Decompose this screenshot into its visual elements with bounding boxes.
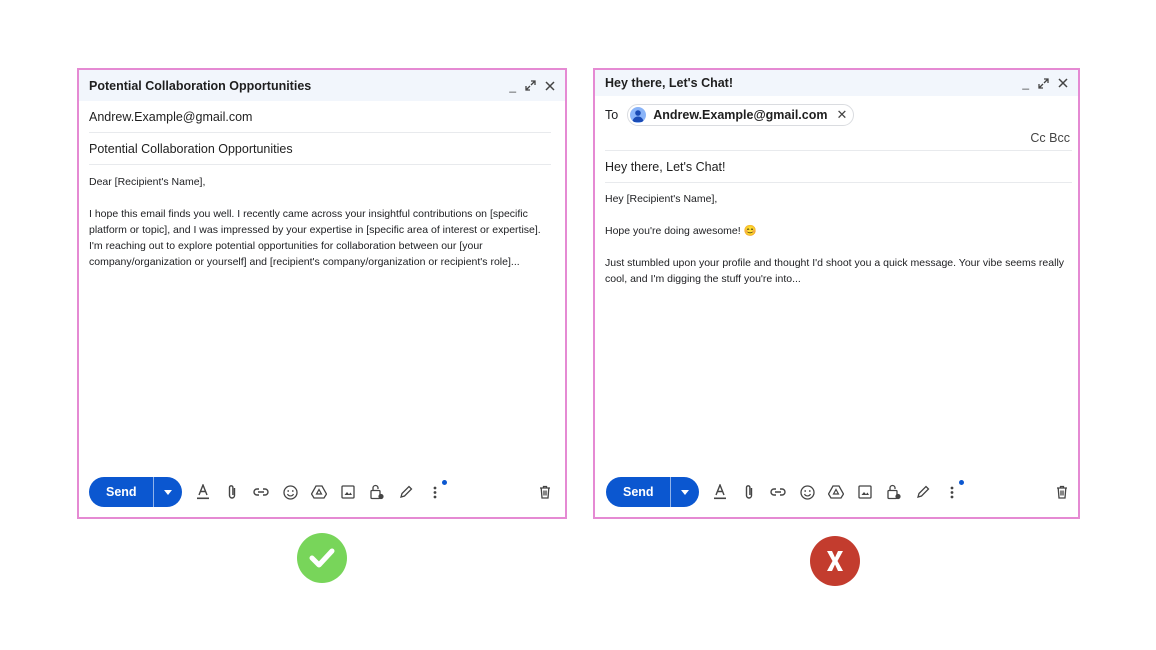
signature-icon[interactable] — [398, 484, 415, 501]
expand-icon[interactable] — [1038, 78, 1049, 89]
link-icon[interactable] — [253, 484, 270, 501]
confidential-icon[interactable] — [369, 484, 386, 501]
message-body[interactable] — [605, 191, 1072, 287]
notification-dot — [442, 480, 447, 485]
format-text-icon[interactable] — [712, 484, 729, 501]
send-options-button[interactable] — [671, 477, 699, 507]
drive-icon[interactable] — [311, 484, 328, 501]
compose-window-bad — [593, 68, 1080, 519]
compose-titlebar — [79, 70, 565, 101]
compose-toolbar — [606, 476, 1070, 508]
to-field[interactable] — [89, 101, 551, 133]
x-mark-icon — [810, 536, 860, 586]
photo-icon[interactable] — [857, 484, 874, 501]
recipient-address: Andrew.Example@gmail.com — [653, 108, 828, 122]
send-button-group — [89, 477, 182, 507]
more-options-icon[interactable] — [944, 484, 961, 501]
message-body[interactable] — [89, 174, 551, 270]
link-icon[interactable] — [770, 484, 787, 501]
chevron-down-icon — [164, 490, 172, 495]
confidential-icon[interactable] — [886, 484, 903, 501]
drive-icon[interactable] — [828, 484, 845, 501]
notification-dot — [959, 480, 964, 485]
formatting-icons — [712, 484, 961, 501]
close-icon[interactable] — [545, 81, 555, 91]
compose-title: Hey there, Let's Chat! — [605, 76, 734, 90]
expand-icon[interactable] — [525, 80, 536, 91]
subject-field[interactable] — [605, 151, 1072, 183]
to-label: To — [605, 108, 619, 122]
send-options-button[interactable] — [154, 477, 182, 507]
compose-titlebar — [595, 70, 1078, 96]
cc-bcc-link[interactable]: Cc Bcc — [1030, 131, 1070, 145]
close-icon[interactable] — [1058, 78, 1068, 88]
trash-icon[interactable] — [536, 484, 553, 501]
to-field[interactable] — [605, 96, 1072, 151]
to-address: Andrew.Example@gmail.com — [89, 109, 253, 124]
window-controls — [1022, 77, 1068, 89]
subject-field[interactable] — [89, 133, 551, 165]
subject-text: Hey there, Let's Chat! — [605, 159, 726, 174]
formatting-icons — [195, 484, 444, 501]
remove-recipient-icon[interactable]: ✕ — [836, 107, 848, 122]
compose-window-good — [77, 68, 567, 519]
greeting: Hey [Recipient's Name], — [605, 193, 718, 205]
send-button[interactable]: Send — [606, 477, 671, 507]
minimize-icon[interactable]: _ — [1022, 76, 1029, 90]
attach-icon[interactable] — [224, 484, 241, 501]
compose-toolbar — [89, 476, 553, 508]
body-paragraph: Just stumbled upon your profile and thought I'd shoot you a quick message. Your vibe seems really cool, and I'm digging the stuff you're into... — [605, 257, 1065, 285]
compose-title: Potential Collaboration Opportunities — [89, 78, 312, 93]
send-button-group — [606, 477, 699, 507]
checkmark-icon — [297, 533, 347, 583]
chevron-down-icon — [681, 490, 689, 495]
body-paragraph-1: I hope this email finds you well. I recently came across your insightful contributions on [specific platform or topic], and I was impressed by your expertise in [specific area of interest or expertise]. — [89, 208, 541, 236]
signature-icon[interactable] — [915, 484, 932, 501]
photo-icon[interactable] — [340, 484, 357, 501]
attach-icon[interactable] — [741, 484, 758, 501]
format-text-icon[interactable] — [195, 484, 212, 501]
avatar — [630, 107, 646, 123]
body-line-2: Hope you're doing awesome! 😊 — [605, 225, 757, 237]
minimize-icon[interactable]: _ — [509, 78, 516, 93]
more-options-icon[interactable] — [427, 484, 444, 501]
emoji-icon[interactable] — [799, 484, 816, 501]
recipient-chip[interactable] — [627, 104, 854, 126]
subject-text: Potential Collaboration Opportunities — [89, 141, 293, 156]
emoji-icon[interactable] — [282, 484, 299, 501]
trash-icon[interactable] — [1053, 484, 1070, 501]
send-button[interactable]: Send — [89, 477, 154, 507]
greeting: Dear [Recipient's Name], — [89, 176, 206, 188]
body-paragraph-2: I'm reaching out to explore potential opportunities for collaboration between our [your company/organization or yourself] and [recipient's company/organization or recipient's role]... — [89, 240, 520, 268]
window-controls — [509, 80, 555, 92]
